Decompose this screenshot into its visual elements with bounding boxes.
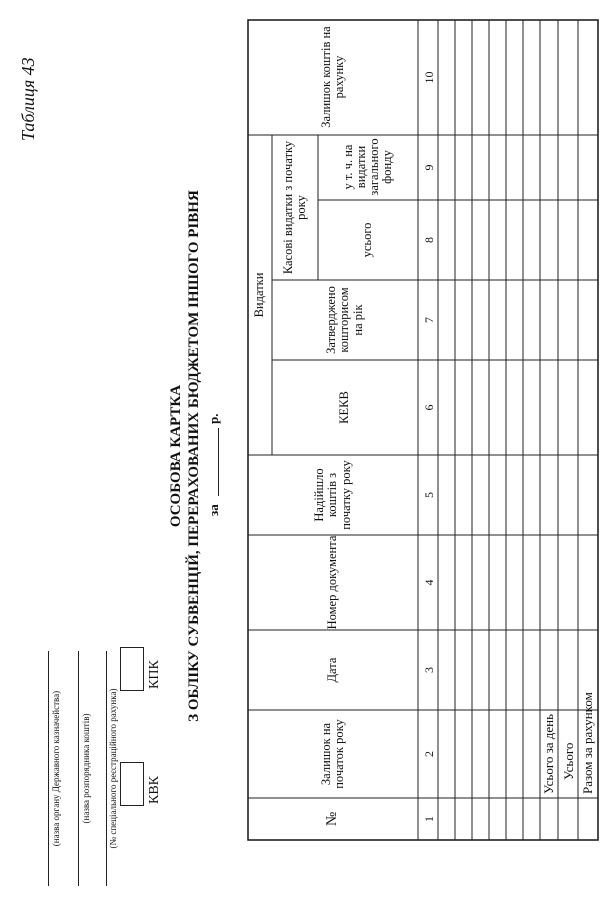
col-number-5: 5 <box>422 492 436 498</box>
col-header-cash-expenses: Касові видатки з початку року <box>280 140 308 275</box>
title-r: р. <box>206 413 221 424</box>
kpk-box <box>120 647 144 691</box>
col-header-balance-start: Залишок на початок року <box>318 719 346 789</box>
title-line1: ОСОБОВА КАРТКА <box>168 384 184 528</box>
summary-day-total: Усього за день <box>541 713 556 794</box>
summary-total: Усього <box>561 742 576 780</box>
summary-account-total: Разом за рахунком <box>580 692 595 794</box>
kvk-label: КВК <box>147 775 162 804</box>
col-header-balance-account: Залишок коштів на рахунку <box>318 26 346 128</box>
treasury-line <box>48 651 49 886</box>
col-header-total: усього <box>360 222 375 258</box>
col-number-8: 8 <box>422 237 436 243</box>
col-header-no: № <box>324 811 341 827</box>
col-header-date: Дата <box>325 657 340 683</box>
account-line <box>106 651 107 886</box>
kpk-label: КПК <box>147 660 162 689</box>
treasury-caption: (назва органу Державного казначейства) <box>51 690 61 847</box>
col-header-kekv: КЕКВ <box>337 391 352 424</box>
kvk-box <box>120 762 144 806</box>
manager-line <box>78 651 79 886</box>
col-number-6: 6 <box>422 404 436 411</box>
col-number-9: 9 <box>422 164 436 171</box>
col-header-incl-general: у т. ч. на видатки загального фонду <box>340 138 395 196</box>
col-number-3: 3 <box>422 667 436 673</box>
col-number-7: 7 <box>422 317 436 323</box>
col-number-4: 4 <box>422 579 436 586</box>
title-line2: З ОБЛІКУ СУБВЕНЦІЙ, ПЕРЕРАХОВАНИХ БЮДЖЕТОМ ІНШОГО РІВНЯ <box>186 190 202 722</box>
col-header-approved: Затверджено кошторисом на рік <box>324 286 365 354</box>
col-header-expenses: Видатки <box>252 272 267 318</box>
period-line <box>218 428 219 496</box>
manager-caption: (назва розпорядника коштів) <box>81 713 91 824</box>
col-number-10: 10 <box>422 71 436 84</box>
col-header-doc-number: Номер документа <box>325 535 340 630</box>
col-number-2: 2 <box>422 751 436 757</box>
col-number-1: 1 <box>422 816 436 822</box>
account-caption: (№ спеціального реєстраційного рахунка) <box>108 688 118 849</box>
title-za: за <box>206 504 221 516</box>
col-header-received: Надійшло коштів з початку року <box>312 460 353 530</box>
card-table <box>248 20 598 840</box>
table-number: Таблиця 43 <box>18 57 38 141</box>
